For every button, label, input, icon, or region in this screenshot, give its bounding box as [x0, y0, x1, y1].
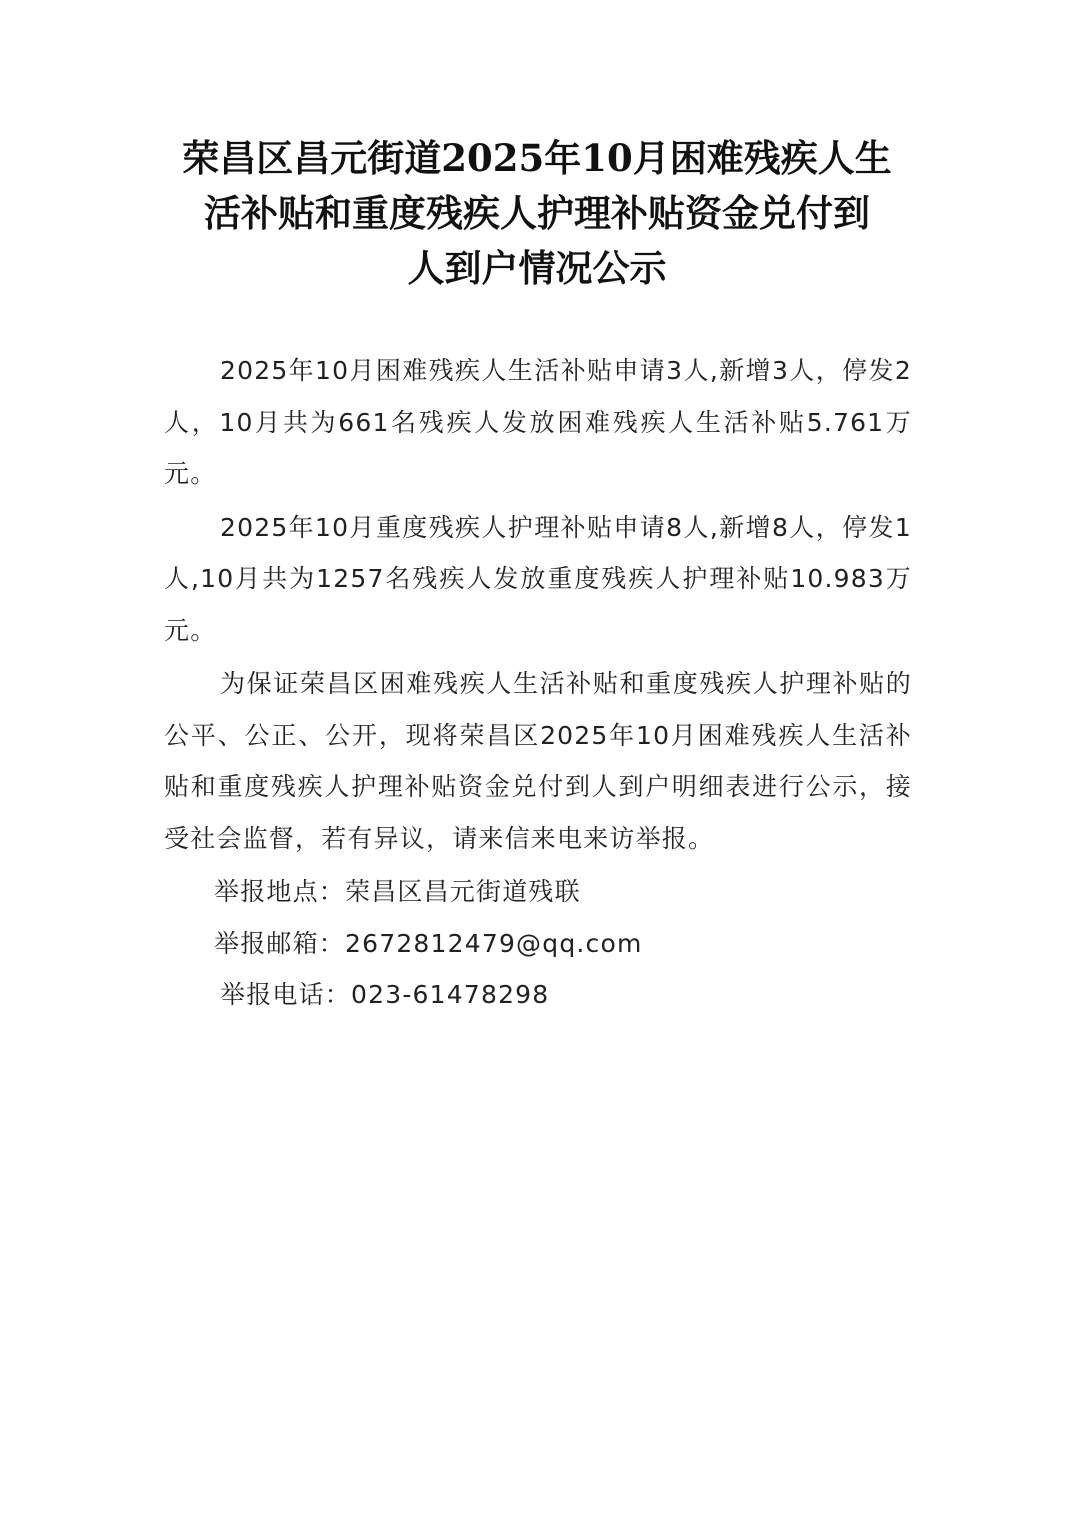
report-location: 举报地点：荣昌区昌元街道残联	[214, 877, 581, 906]
paragraph-nursing-subsidy: 2025年10月重度残疾人护理补贴申请8人,新增8人，停发1人,10月共为1257名残疾人发放重度残疾人护理补贴10.983万元。	[164, 512, 912, 645]
paragraph-living-subsidy: 2025年10月困难残疾人生活补贴申请3人,新增3人，停发2人，10月共为661名残疾人发放困难残疾人生活补贴5.761万元。	[164, 356, 912, 488]
paragraph-public-notice: 为保证荣昌区困难残疾人生活补贴和重度残疾人护理补贴的公平、公正、公开，现将荣昌区2025年10月困难残疾人生活补贴和重度残疾人护理补贴资金兑付到人到户明细表进行公示，接受社会监督，若有异议，请来信来电来访举报。	[164, 669, 912, 853]
title-line-2: 活补贴和重度残疾人护理补贴资金兑付到	[204, 191, 870, 235]
report-phone: 举报电话：023-61478298	[220, 980, 550, 1009]
document-title	[150, 131, 924, 296]
title-line-1: 荣昌区昌元街道2025年10月困难残疾人生	[182, 136, 892, 180]
document-body	[164, 345, 912, 1021]
title-line-3: 人到户情况公示	[407, 246, 667, 290]
report-email: 举报邮箱：2672812479@qq.com	[214, 928, 643, 958]
